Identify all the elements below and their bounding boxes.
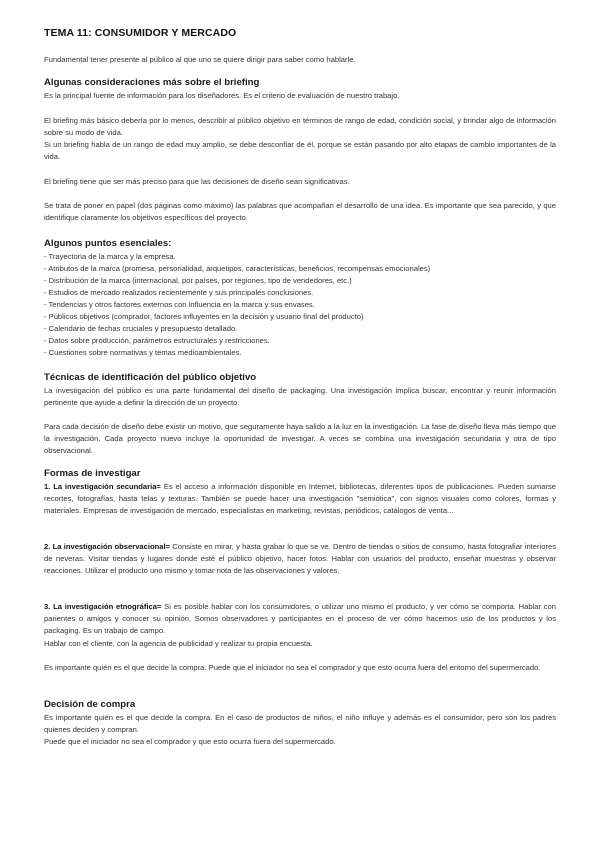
section-heading-formas: Formas de investigar (44, 468, 141, 479)
list-item: - Tendencias y otros factores externos con influencia en la marca y sus envases. (44, 300, 315, 309)
page-title: TEMA 11: CONSUMIDOR Y MERCADO (44, 27, 237, 39)
paragraph: El briefing tiene que ser más preciso para que las decisiones de diseño sean significativas. (44, 177, 350, 186)
bullet-list (44, 251, 556, 359)
paragraph: La investigación del público es una parte fundamental del diseño de packaging. Una investigación implica buscar, encontrar y reunir información pertinente que ayude a definir la dirección de un proyecto. (44, 386, 556, 407)
term-text: Consiste en mirar, y hasta grabar lo que se ve. Dentro de tiendas o sitios de consumo, hasta fotografiar interiores de neveras. Visitar tiendas y lugares donde esté el público objetivo, hacer fotos. Hablar con usuarios del producto, enseñar muestras y observar reacciones. Utilizar el producto uno mismo y tomar nota de las observaciones y valores. (44, 542, 556, 575)
term-text: Es el acceso a información disponible en Internet, bibliotecas, diferentes tipos de publicaciones. Pueden sumarse recortes, fotografías, hasta telas y texturas. También se puede hacer una investigación "semiótica", con signos visuales como colores, formas y materiales. Empresas de investigación de mercado, especialistas en marketing, revistas, periódicos, catálogos de venta... (44, 482, 556, 515)
paragraph: Es importante quién es el que decide la compra. Puede que el iniciador no sea el comprador y que esto ocurra fuera del entorno del supermercado. (44, 663, 541, 672)
paragraph: Hablar con el cliente, con la agencia de publicidad y realizar tu propia encuesta. (44, 639, 313, 648)
paragraph: Se trata de poner en papel (dos páginas como máximo) las palabras que acompañan el desarrollo de una idea. Es importante que sea parecido, y que identifique claramente los objetivos específicos del proyecto. (44, 201, 556, 222)
paragraph: Es la principal fuente de información para los diseñadores. Es el criterio de evaluación de nuestro trabajo. (44, 91, 400, 100)
list-item: - Atributos de la marca (promesa, personalidad, arquetipos, características, beneficios, recompensas emocionales) (44, 264, 431, 273)
paragraph: Es importante quién es el que decide la compra. En el caso de productos de niños, el niño influye y además es el consumidor, pero son los padres quienes deciden y compran. (44, 713, 556, 734)
section-heading-puntos: Algunos puntos esenciales: (44, 238, 172, 249)
list-item: - Datos sobre producción, parámetros estructurales y restricciones. (44, 336, 270, 345)
paragraph-etnografica (44, 601, 556, 637)
term-label: 1. La investigación secundaria= (44, 482, 161, 491)
list-item: - Distribución de la marca (internacional, por países, por regiones, tipo de vendedores, etc.) (44, 276, 352, 285)
section-heading-briefing: Algunas consideraciones más sobre el briefing (44, 77, 260, 88)
section-heading-tecnicas: Técnicas de identificación del público objetivo (44, 372, 257, 383)
term-text: Si es posible hablar con los consumidores, o utilizar uno mismo el producto, y ver cómo se comporta. Hablar con parientes o amigos y conocer su opinión. Somos observadores y participantes en el proceso de ver cómo hacemos uso de los productos y los packaging. Es un trabajo de campo. (44, 602, 557, 635)
paragraph-secundaria (44, 481, 556, 517)
paragraph: El briefing más básico debería por lo menos, describir al público objetivo en términos de rango de edad, condición social, y brindar algo de información sobre su modo de vida. (44, 116, 556, 137)
term-label: 2. La investigación observacional= (44, 542, 171, 551)
list-item: - Cuestiones sobre normativas y temas medioambientales. (44, 348, 242, 357)
list-item: - Trayectoria de la marca y la empresa. (44, 252, 176, 261)
paragraph: Puede que el iniciador no sea el comprador y que esto ocurra fuera del supermercado. (44, 737, 336, 746)
list-item: - Calendario de fechas cruciales y presupuesto detallado. (44, 324, 238, 333)
section-heading-decision: Decisión de compra (44, 699, 136, 710)
list-item: - Públicos objetivos (comprador, factores influyentes en la decisión y usuario final del producto) (44, 312, 364, 321)
term-label: 3. La investigación etnográfica= (44, 602, 162, 611)
paragraph: Para cada decisión de diseño debe existir un motivo, que seguramente haya salido a la luz en la investigación. La fase de diseño lleva más tiempo que la investigación. Cada proyecto nuevo incluye la oportunidad de investigar. A veces se combina una investigación secundaria y otra de tipo observacional. (44, 422, 556, 455)
intro-paragraph: Fundamental tener presente al público al que uno se quiere dirigir para saber como hablarle. (44, 55, 356, 64)
paragraph: Si un briefing habla de un rango de edad muy amplio, se debe desconfiar de él, porque se están pasando por alto etapas de cambio importantes de la vida. (44, 140, 556, 161)
paragraph-observacional (44, 541, 556, 577)
list-item: - Estudios de mercado realizados recientemente y sus principales conclusiones. (44, 288, 314, 297)
